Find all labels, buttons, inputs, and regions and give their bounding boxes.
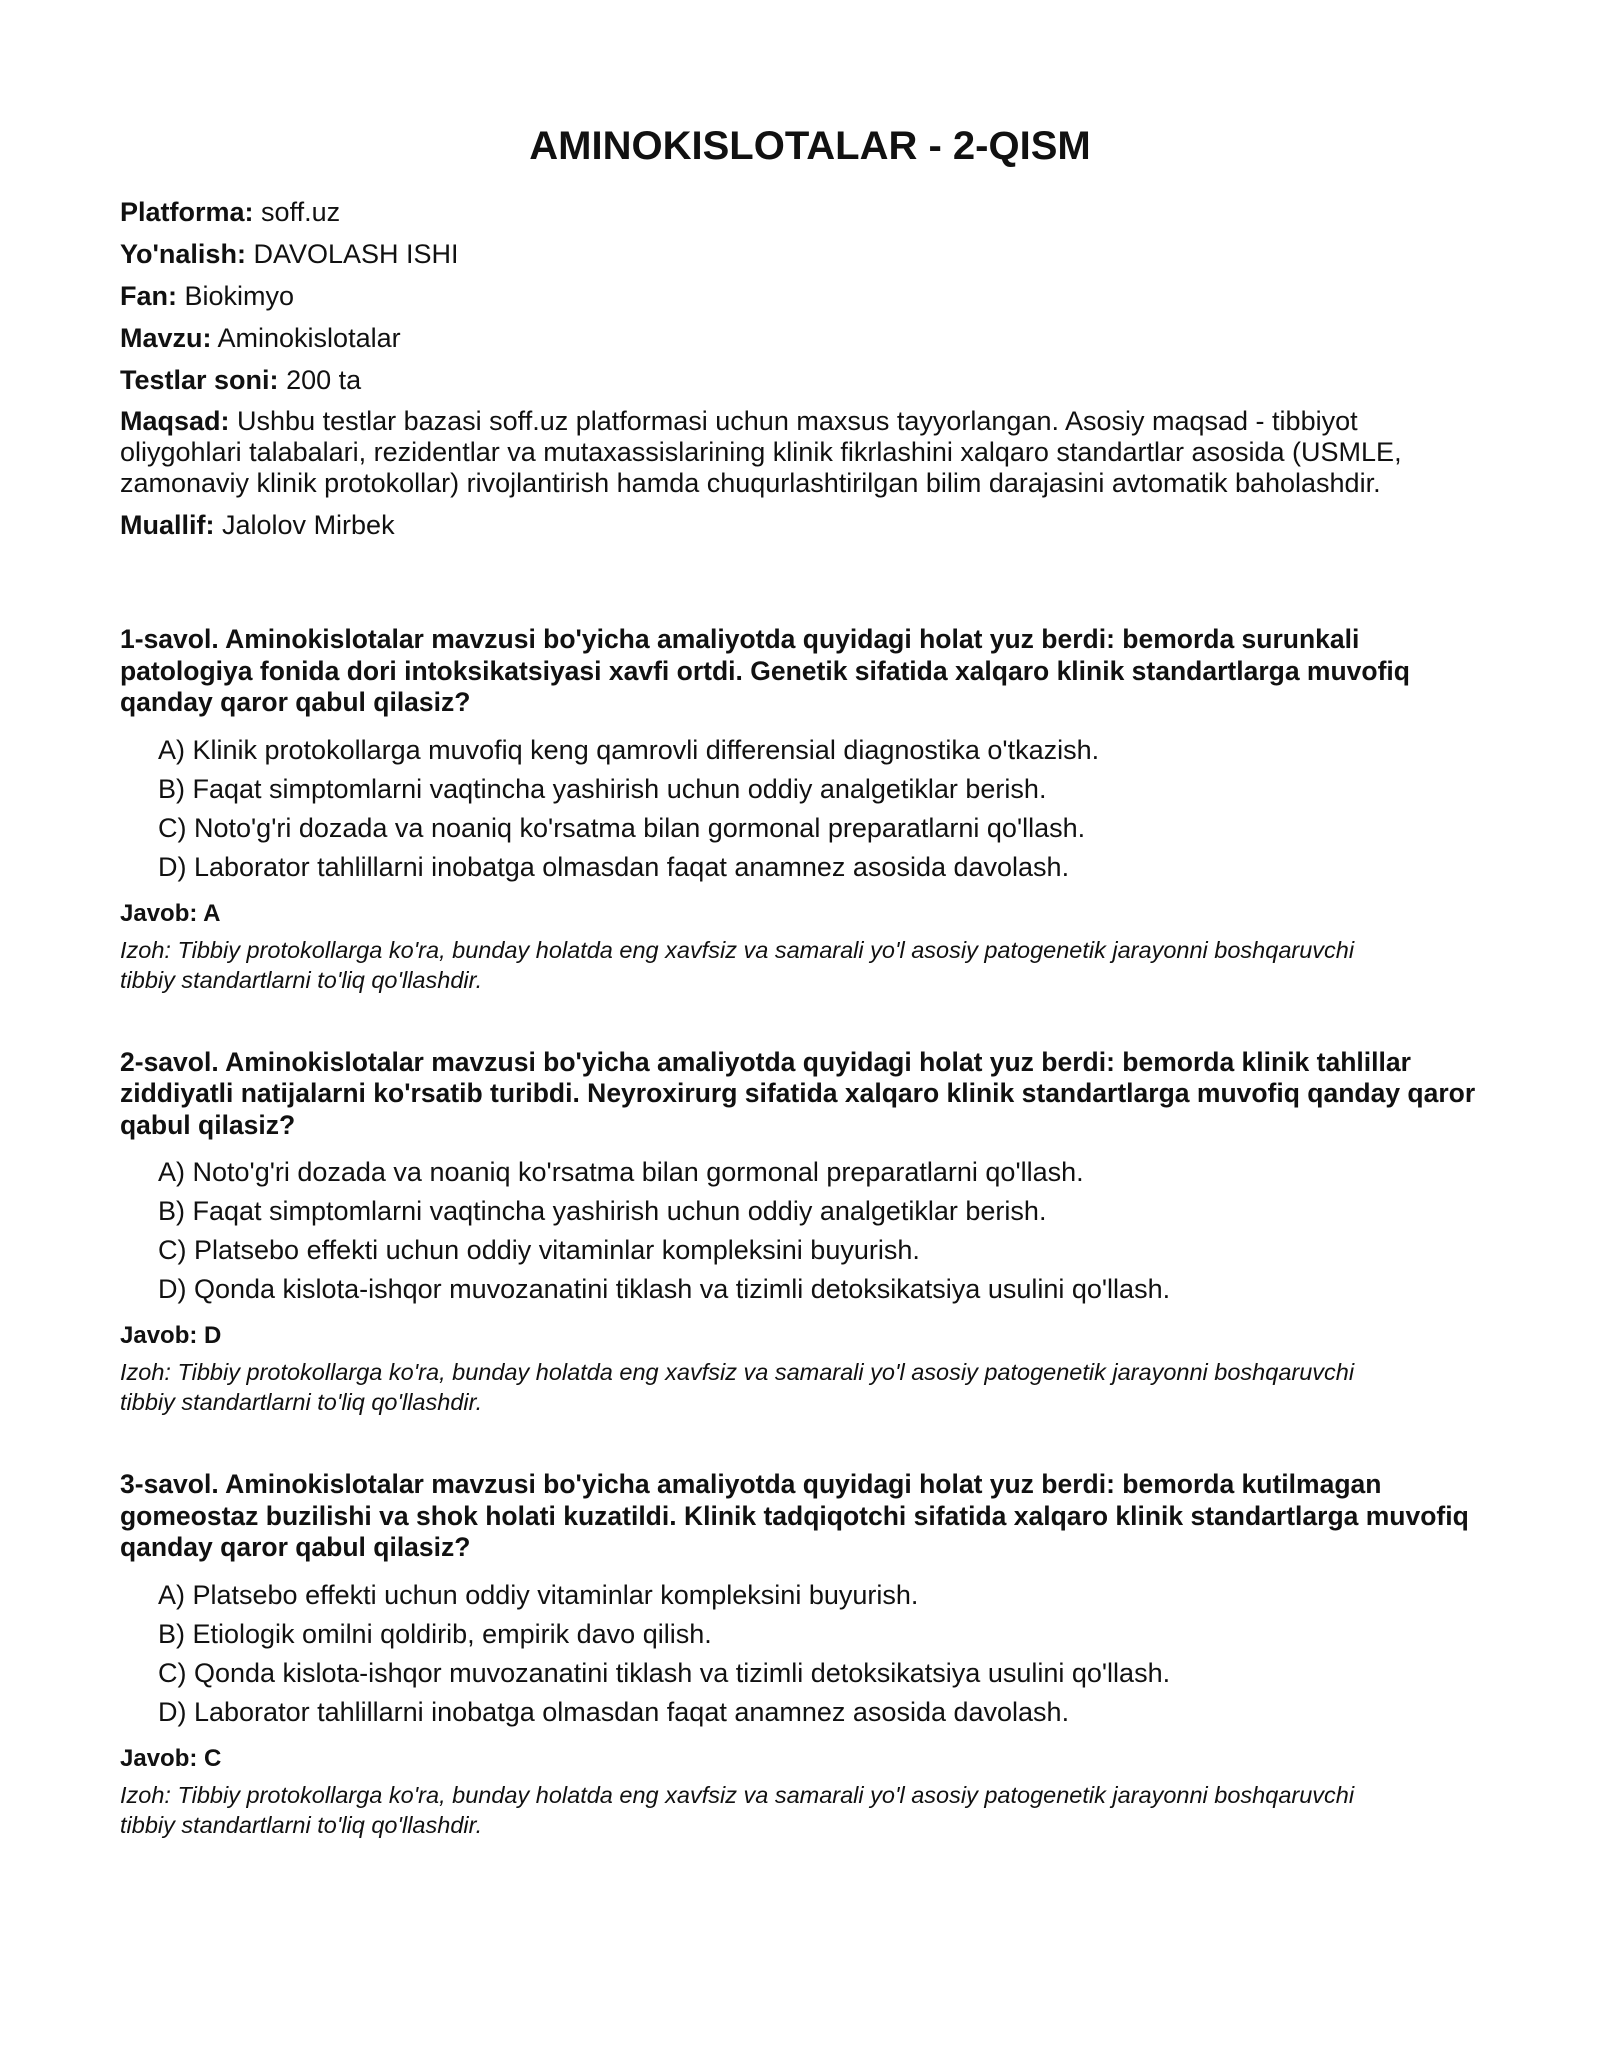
meta-label: Fan: bbox=[120, 281, 177, 311]
page-title: AMINOKISLOTALAR - 2-QISM bbox=[529, 124, 1091, 168]
option-b: B) Faqat simptomlarni vaqtincha yashirish uchun oddiy analgetiklar berish. bbox=[158, 1196, 1047, 1226]
meta-test-count bbox=[120, 364, 1480, 396]
option-list bbox=[120, 1576, 1480, 1732]
meta-value: 200 ta bbox=[286, 365, 362, 395]
meta-value: Aminokislotalar bbox=[217, 323, 401, 353]
option-list bbox=[120, 731, 1480, 887]
answer-label: Javob: D bbox=[120, 1322, 222, 1349]
option-c: C) Qonda kislota-ishqor muvozanatini tiklash va tizimli detoksikatsiya usulini qo'llash. bbox=[158, 1657, 1171, 1688]
meta-value: Jalolov Mirbek bbox=[222, 510, 395, 540]
meta-label: Testlar soni: bbox=[120, 365, 279, 395]
option-c: C) Platsebo effekti uchun oddiy vitaminlar kompleksini buyurish. bbox=[158, 1235, 920, 1265]
meta-label: Mavzu: bbox=[120, 323, 212, 353]
answer-label: Javob: A bbox=[120, 899, 221, 927]
option-a: A) Noto'g'ri dozada va noaniq ko'rsatma bilan gormonal preparatlarni qo'llash. bbox=[158, 1157, 1084, 1187]
explanation-note: Izoh: Tibbiy protokollarga ko'ra, bunday holatda eng xavfsiz va samarali yo'l asosiy patogenetik jarayonni boshqaruvchi tibbiy standartlarni to'liq qo'llashdir. bbox=[120, 936, 1355, 993]
meta-subject bbox=[120, 280, 1480, 312]
question-text: 1-savol. Aminokislotalar mavzusi bo'yicha amaliyotda quyidagi holat yuz berdi: bemorda surunkali patologiya fonida dori intoksikatsiyasi xavfi ortdi. Genetik sifatida xalqaro klinik standartlarga muvofiq qanday qaror qabul qilasiz? bbox=[120, 624, 1410, 717]
meta-label: Muallif: bbox=[120, 510, 215, 540]
meta-value: Ushbu testlar bazasi soff.uz platformasi uchun maxsus tayyorlangan. Asosiy maqsad - tibbiyot oliygohlari talabalari, rezidentlar va mutaxassislarining klinik fikrlashini xalqaro standartlar asosida (USMLE, zamonaviy klinik protokollar) rivojlantirish hamda chuqurlashtirilgan bilim darajasini avtomatik baholashdir. bbox=[120, 406, 1402, 498]
meta-direction bbox=[120, 238, 1480, 270]
meta-value: Biokimyo bbox=[184, 281, 295, 311]
meta-section bbox=[120, 196, 1480, 541]
meta-label: Maqsad: bbox=[120, 406, 230, 436]
option-d: D) Qonda kislota-ishqor muvozanatini tiklash va tizimli detoksikatsiya usulini qo'llash. bbox=[158, 1274, 1171, 1304]
option-a: A) Platsebo effekti uchun oddiy vitaminlar kompleksini buyurish. bbox=[158, 1579, 919, 1610]
meta-goal bbox=[120, 406, 1480, 499]
question-text: 3-savol. Aminokislotalar mavzusi bo'yicha amaliyotda quyidagi holat yuz berdi: bemorda kutilmagan gomeostaz buzilishi va shok holati kuzatildi. Klinik tadqiqotchi sifatida xalqaro klinik standartlarga muvofiq qanday qaror qabul qilasiz? bbox=[120, 1469, 1469, 1562]
meta-label: Yo'nalish: bbox=[120, 239, 246, 269]
question-2 bbox=[120, 1047, 1480, 1418]
question-text: 2-savol. Aminokislotalar mavzusi bo'yicha amaliyotda quyidagi holat yuz berdi: bemorda klinik tahlillar ziddiyatli natijalarni ko'rsatib turibdi. Neyroxirurg sifatida xalqaro klinik standartlarga muvofiq qanday qaror qabul qilasiz? bbox=[120, 1046, 1476, 1140]
meta-author bbox=[120, 509, 1480, 541]
option-b: B) Faqat simptomlarni vaqtincha yashirish uchun oddiy analgetiklar berish. bbox=[158, 773, 1047, 804]
option-d: D) Laborator tahlillarni inobatga olmasdan faqat anamnez asosida davolash. bbox=[158, 1696, 1070, 1727]
option-list bbox=[120, 1153, 1480, 1309]
option-c: C) Noto'g'ri dozada va noaniq ko'rsatma bilan gormonal preparatlarni qo'llash. bbox=[158, 812, 1086, 843]
answer-label: Javob: C bbox=[120, 1744, 222, 1772]
option-d: D) Laborator tahlillarni inobatga olmasdan faqat anamnez asosida davolash. bbox=[158, 851, 1070, 882]
meta-platform bbox=[120, 196, 1480, 228]
question-list bbox=[120, 624, 1480, 1840]
question-3 bbox=[120, 1469, 1480, 1840]
meta-value: soff.uz bbox=[261, 197, 341, 227]
explanation-note: Izoh: Tibbiy protokollarga ko'ra, bunday holatda eng xavfsiz va samarali yo'l asosiy patogenetik jarayonni boshqaruvchi tibbiy standartlarni to'liq qo'llashdir. bbox=[120, 1781, 1355, 1838]
meta-label: Platforma: bbox=[120, 197, 254, 227]
option-b: B) Etiologik omilni qoldirib, empirik davo qilish. bbox=[158, 1618, 712, 1649]
meta-topic bbox=[120, 322, 1480, 354]
option-a: A) Klinik protokollarga muvofiq keng qamrovli differensial diagnostika o'tkazish. bbox=[158, 734, 1100, 765]
meta-value: DAVOLASH ISHI bbox=[253, 239, 459, 269]
question-1 bbox=[120, 624, 1480, 995]
explanation-note: Izoh: Tibbiy protokollarga ko'ra, bunday holatda eng xavfsiz va samarali yo'l asosiy patogenetik jarayonni boshqaruvchi tibbiy standartlarni to'liq qo'llashdir. bbox=[120, 1359, 1355, 1415]
document-page bbox=[120, 0, 1480, 1892]
